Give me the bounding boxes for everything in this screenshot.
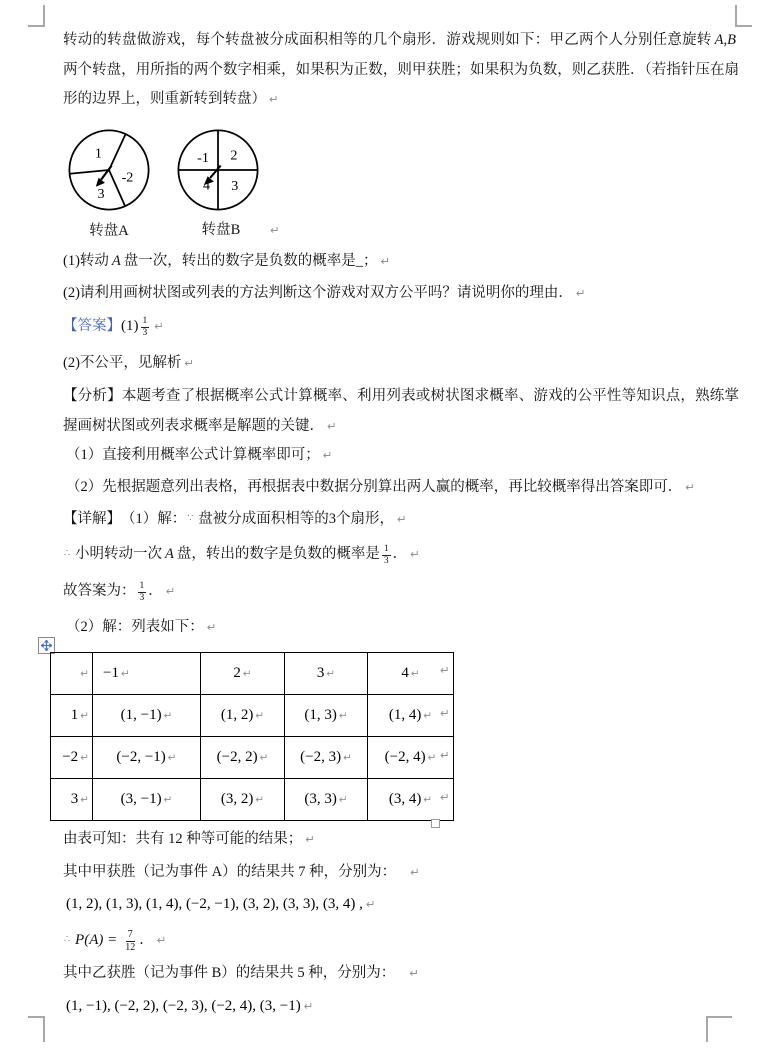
cell-mark: ↵ xyxy=(255,794,265,806)
fraction-one-third: $\frac{1}{3}$ xyxy=(142,315,148,338)
header-cell-2: 2 ↵ xyxy=(201,653,285,695)
detail-3-end: ． xyxy=(148,583,163,599)
analysis-step-2 xyxy=(66,476,695,498)
paragraph-mark: ↵ xyxy=(380,254,391,268)
detail-line-4 xyxy=(66,616,216,638)
paragraph-mark: ↵ xyxy=(184,356,195,370)
question-2 xyxy=(63,282,586,304)
answer-line-2 xyxy=(63,352,194,374)
spinner-b-label-4: 4 xyxy=(203,177,211,194)
table-cell: (−2, 2) ↵ xyxy=(201,737,285,779)
probability-a-expression: P(A) = xyxy=(75,932,118,948)
page-margin-mark-top-right xyxy=(735,5,752,27)
spinner-b-pointer xyxy=(210,166,221,178)
conclusion-line-1 xyxy=(63,828,315,850)
page-margin-mark-bottom-left xyxy=(28,1016,45,1042)
row-head-cell: 1 ↵ xyxy=(51,695,93,737)
problem-intro-paragraph xyxy=(63,26,739,115)
cell-mark: ↵ xyxy=(80,710,89,722)
cell-mark: ↵ xyxy=(80,752,89,764)
header-cell-4: 4 ↵ xyxy=(368,653,454,695)
paragraph-mark: ↵ xyxy=(270,223,280,237)
detail-line-1 xyxy=(63,508,407,530)
paragraph-mark: ↵ xyxy=(322,448,333,462)
event-a-outcomes xyxy=(66,893,376,915)
fraction-one-third: $\frac{1}{3}$ xyxy=(383,543,389,566)
paragraph-mark: ↵ xyxy=(685,480,695,494)
analysis-tag: 【分析】 xyxy=(63,388,122,404)
cell-mark: ↵ xyxy=(423,794,433,806)
paragraph-mark: ↵ xyxy=(206,620,217,634)
intro-text-post: 两个转盘，用所指的两个数字相乘，如果积为正数，则甲获胜；如果积为负数，则乙获胜．（若指针压在扇形的边界上，则重新转到转盘） xyxy=(63,61,739,107)
detail-tag: 【详解】 xyxy=(63,511,121,527)
detail-2-end: ． xyxy=(392,546,408,562)
row-end-mark: ↵ xyxy=(440,790,450,804)
cell-mark: ↵ xyxy=(423,710,433,722)
table-cell: (3, 2) ↵ xyxy=(201,779,285,821)
q1-variable-a: A xyxy=(111,253,121,269)
paragraph-mark: ↵ xyxy=(156,933,167,947)
detail-2-pre: 小明转动一次 xyxy=(75,546,163,562)
detail-1-body: 盘被分成面积相等的3个扇形， xyxy=(198,511,395,527)
detail-3-pre: 故答案为： xyxy=(63,583,136,599)
q2-text: (2)请利用画树状图或列表的方法判断这个游戏对双方公平吗？请说明你的理由． xyxy=(63,285,573,301)
cell-mark: ↵ xyxy=(338,710,348,722)
spinner-a-caption: 转盘A xyxy=(89,223,129,239)
conclusion-1-text: 由表可知：共有 12 种等可能的结果； xyxy=(63,831,303,847)
paragraph-mark: ↵ xyxy=(410,865,420,879)
intro-variables: A,B xyxy=(714,32,736,48)
row-end-mark: ↵ xyxy=(440,706,450,720)
analysis-step-1-text: （1）直接利用概率公式计算概率即可； xyxy=(66,447,320,463)
because-symbol: ∵ xyxy=(187,514,194,524)
paragraph-mark: ↵ xyxy=(305,832,315,846)
table-cell: (1, 4) ↵ xyxy=(368,695,454,737)
conclusion-line-2 xyxy=(63,861,420,883)
table-cell: (1, 2) ↵ xyxy=(201,695,285,737)
paragraph-mark: ↵ xyxy=(154,319,164,333)
cell-mark: ↵ xyxy=(338,794,348,806)
q1-text-post: 盘一次，转出的数字是负数的概率是_； xyxy=(123,253,378,269)
table-cell: (−2, −1) ↵ xyxy=(93,737,201,779)
detail-line-2 xyxy=(63,541,420,567)
detail-1-prefix: （1）解： xyxy=(121,511,187,527)
therefore-symbol: ∴ xyxy=(64,549,71,559)
answer-tag: 【答案】 xyxy=(63,318,121,334)
header-cell-neg1: −1 ↵ xyxy=(93,653,201,695)
cell-mark: ↵ xyxy=(242,668,252,680)
event-a-outcomes-text: (1, 2), (1, 3), (1, 4), (−2, −1), (3, 2), (3, 3), (3, 4) , xyxy=(66,896,363,912)
table-cell: (3, −1) ↵ xyxy=(93,779,201,821)
header-cell-3: 3 ↵ xyxy=(285,653,368,695)
paragraph-mark: ↵ xyxy=(269,92,279,106)
page-margin-mark-bottom-right xyxy=(706,1016,732,1042)
table-resize-handle[interactable] xyxy=(431,819,440,828)
paragraph-mark: ↵ xyxy=(365,897,376,911)
answer-part-number: (1) xyxy=(121,318,139,334)
conclusion-2-text: 其中甲获胜（记为事件 A）的结果共 7 种，分别为： xyxy=(63,864,397,880)
conclusion-line-5 xyxy=(63,962,419,984)
spinner-a-figure xyxy=(65,126,153,214)
spinner-a-label-neg2: -2 xyxy=(121,169,134,186)
paragraph-mark: ↵ xyxy=(409,966,419,980)
cell-mark: ↵ xyxy=(410,668,420,680)
page-margin-mark-top-left xyxy=(28,5,45,27)
probability-a-end: ． xyxy=(139,932,154,948)
cell-mark: ↵ xyxy=(167,752,177,764)
paragraph-mark: ↵ xyxy=(303,999,314,1013)
cell-mark: ↵ xyxy=(163,710,173,722)
cell-mark: ↵ xyxy=(80,668,89,680)
spinner-a-label-1: 1 xyxy=(94,145,102,162)
outcomes-table xyxy=(50,652,454,821)
table-cell: (1, −1) ↵ xyxy=(93,695,201,737)
cell-mark: ↵ xyxy=(120,668,130,680)
event-b-outcomes xyxy=(66,995,313,1017)
table-row xyxy=(51,737,454,779)
analysis-paragraph xyxy=(63,381,739,441)
cell-mark: ↵ xyxy=(326,668,336,680)
spinner-a-label-3: 3 xyxy=(97,186,105,203)
cell-mark: ↵ xyxy=(427,752,437,764)
paragraph-mark: ↵ xyxy=(575,286,586,300)
row-head-cell: −2 ↵ xyxy=(51,737,93,779)
table-cell: (−2, 3) ↵ xyxy=(285,737,368,779)
event-b-outcomes-text: (1, −1), (−2, 2), (−2, 3), (−2, 4), (3, −1) xyxy=(66,998,301,1014)
analysis-body: 本题考查了根据概率公式计算概率、利用列表或树状图求概率、游戏的公平性等知识点，熟练掌握画树状图或列表求概率是解题的关键． xyxy=(63,388,740,434)
intro-text-pre: 转动的转盘做游戏，每个转盘被分成面积相等的几个扇形．游戏规则如下：甲乙两个人分别任意旋转 xyxy=(63,32,712,48)
table-cell: (1, 3) ↵ xyxy=(285,695,368,737)
table-row xyxy=(51,695,454,737)
probability-a-line xyxy=(63,925,166,955)
table-cell: (−2, 4) ↵ xyxy=(368,737,454,779)
paragraph-mark: ↵ xyxy=(165,584,176,598)
detail-2-variable-a: A xyxy=(165,546,174,562)
answer-line-1 xyxy=(63,313,164,339)
therefore-symbol: ∴ xyxy=(64,935,71,945)
paragraph-mark: ↵ xyxy=(410,547,420,561)
question-1 xyxy=(63,250,390,272)
fraction-one-third: $\frac{1}{3}$ xyxy=(139,580,145,603)
row-head-cell: 3 ↵ xyxy=(51,779,93,821)
paragraph-mark: ↵ xyxy=(327,419,337,433)
spinner-b-label-neg1: -1 xyxy=(197,150,209,167)
paragraph-mark: ↵ xyxy=(397,512,407,526)
conclusion-5-text: 其中乙获胜（记为事件 B）的结果共 5 种，分别为： xyxy=(63,965,396,981)
detail-4-text: （2）解：列表如下： xyxy=(66,619,204,635)
table-row xyxy=(51,779,454,821)
answer-2-text: (2)不公平，见解析 xyxy=(63,355,182,371)
header-cell-empty xyxy=(51,653,93,695)
q1-text-pre: (1)转动 xyxy=(63,253,109,269)
analysis-step-2-text: （2）先根据题意列出表格，再根据表中数据分别算出两人赢的概率，再比较概率得出答案即可． xyxy=(66,479,683,495)
cell-mark: ↵ xyxy=(343,752,352,764)
spinner-b-label-2: 2 xyxy=(230,147,238,164)
fraction-seven-twelfths: $\frac{7}{12}$ xyxy=(125,929,136,953)
spinner-b-figure xyxy=(174,126,262,214)
table-header-row xyxy=(51,653,454,695)
cell-mark: ↵ xyxy=(259,752,269,764)
row-end-mark: ↵ xyxy=(440,748,450,762)
analysis-step-1 xyxy=(66,444,332,466)
row-end-mark: ↵ xyxy=(440,663,450,677)
cell-mark: ↵ xyxy=(255,710,265,722)
table-cell: (3, 3) ↵ xyxy=(285,779,368,821)
cell-mark: ↵ xyxy=(163,794,173,806)
table-cell: (3, 4) ↵ xyxy=(368,779,454,821)
detail-2-post: 盘，转出的数字是负数的概率是 xyxy=(176,546,380,562)
cell-mark: ↵ xyxy=(80,794,89,806)
spinner-b-caption: 转盘B xyxy=(201,222,241,238)
spinner-b-label-3: 3 xyxy=(231,178,239,195)
detail-line-3 xyxy=(63,578,175,604)
move-arrows-icon xyxy=(41,640,52,651)
